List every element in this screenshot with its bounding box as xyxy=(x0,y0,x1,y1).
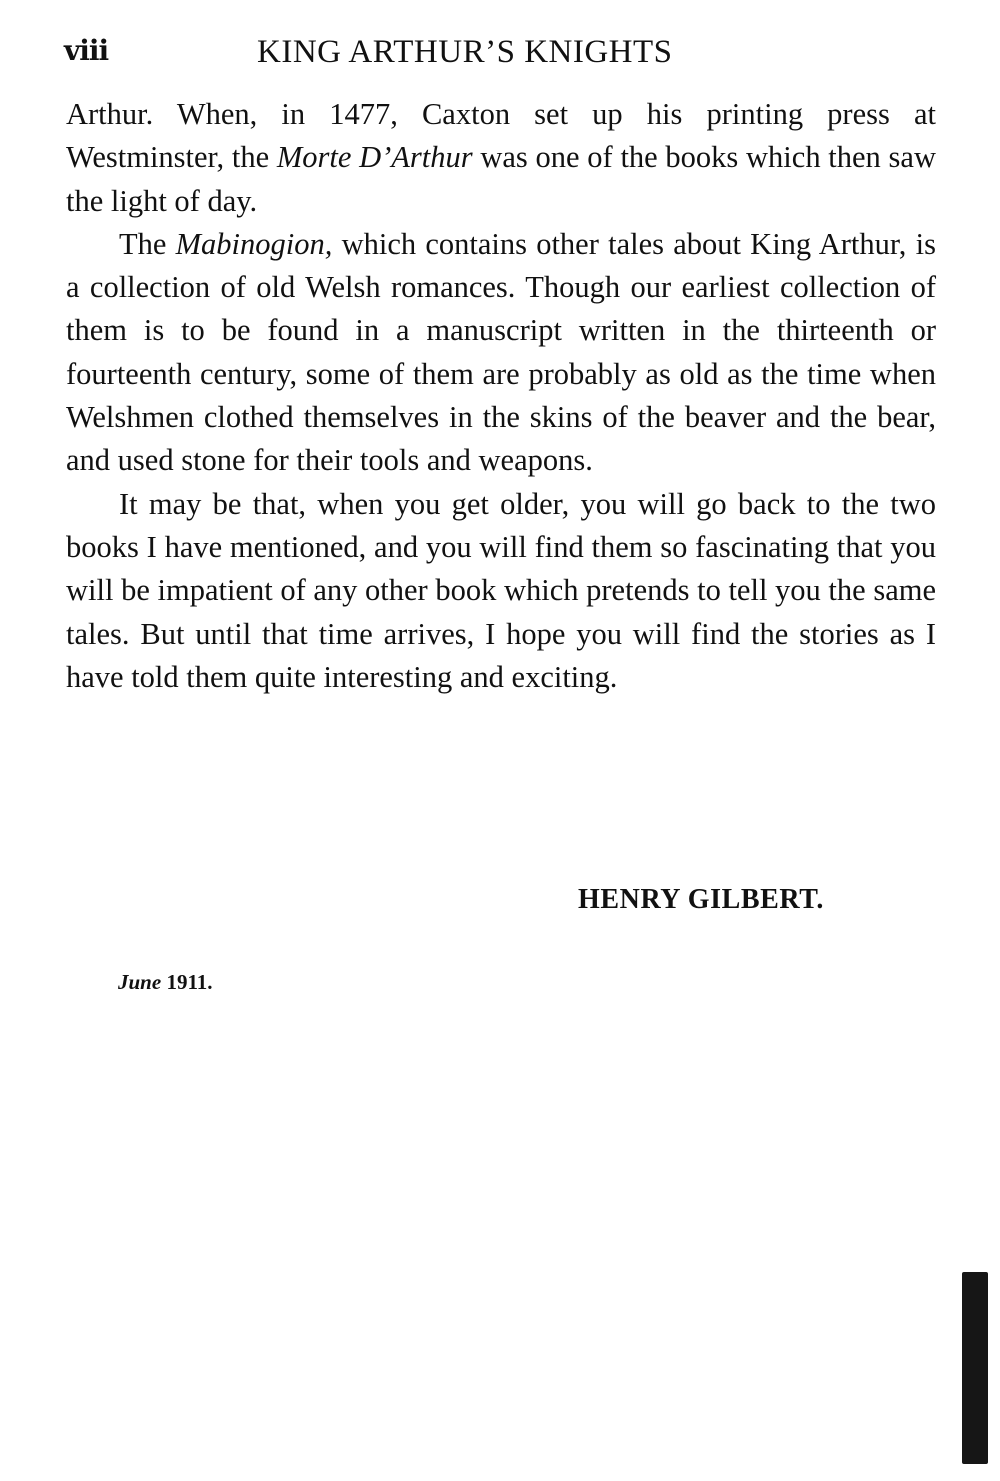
body-text xyxy=(66,93,936,699)
running-head: KING ARTHUR’S KNIGHTS xyxy=(257,34,673,70)
paragraph-1 xyxy=(66,93,936,223)
page-number: viii xyxy=(64,34,109,67)
paragraph-2-title-mabinogion: Mabinogion, xyxy=(175,226,333,261)
paragraph-1-text-b: was one of the books which then saw the light of day. xyxy=(66,140,936,218)
dateline xyxy=(118,970,213,995)
page-header xyxy=(64,30,934,80)
page-edge-mark xyxy=(962,1272,988,1464)
paragraph-1-title-morte: Morte D’Arthur xyxy=(276,140,473,175)
dateline-year: 1911. xyxy=(166,970,213,994)
paragraph-3-text: It may be that, when you get older, you will go back to the two books I have mentioned, and you will find them so fascinating that you will be impatient of any other book which pretends to tell you the same tales. But until that time arrives, I hope you will find the stories as I have told them quite interesting and exciting. xyxy=(66,486,936,694)
author-signature: HENRY GILBERT. xyxy=(578,884,825,915)
dateline-month: June xyxy=(118,970,162,994)
paragraph-1-text-a: Arthur. When, in 1477, Caxton set up his printing press at Westminster, the xyxy=(66,97,936,175)
paragraph-3 xyxy=(66,483,936,699)
paragraph-2-text-b: which contains other tales about King Arthur, is a collection of old Welsh romances. Though our earliest collection of them is to be found in a manuscript written in the thirteenth or fourteenth century, some of them are probably as old as the time when Welshmen clothed themselves in the skins of the beaver and the bear, and used stone for their tools and weapons. xyxy=(66,226,936,478)
paragraph-2 xyxy=(66,223,936,483)
paragraph-2-text-a: The xyxy=(119,226,176,261)
